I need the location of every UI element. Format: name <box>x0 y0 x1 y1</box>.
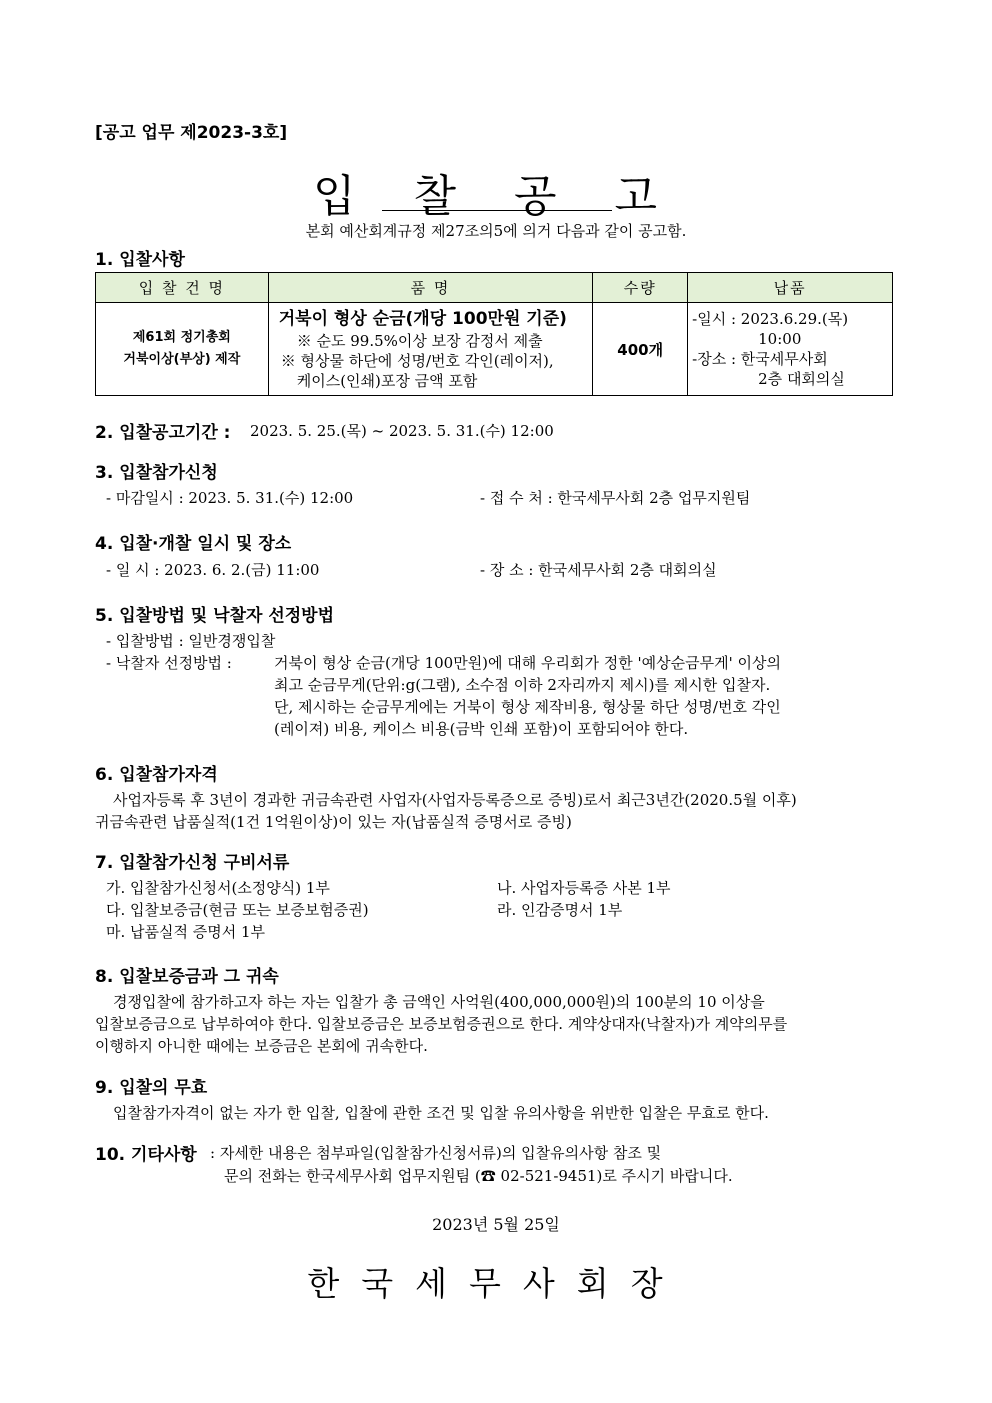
section-3-reception: - 접 수 처 : 한국세무사회 2층 업무지원팀 <box>480 489 751 507</box>
col-header-item: 품 명 <box>268 273 593 303</box>
section-5-line-3: 단, 제시하는 순금무게에는 거북이 형상 제작비용, 형상물 하단 성명/번호 각인 <box>274 698 781 716</box>
delivery-place: -장소 : 한국세무사회 <box>692 350 828 368</box>
section-2-heading: 2. 입찰공고기간 : <box>95 423 231 443</box>
col-header-qty: 수량 <box>593 273 688 303</box>
delivery-date: -일시 : 2023.6.29.(목) <box>692 310 849 328</box>
issue-date: 2023년 5월 25일 <box>432 1215 560 1234</box>
section-7-heading: 7. 입찰참가신청 구비서류 <box>95 853 290 873</box>
doc-item-ga: 가. 입찰참가신청서(소정양식) 1부 <box>106 879 330 897</box>
table-row <box>96 303 893 396</box>
section-5-heading: 5. 입찰방법 및 낙찰자 선정방법 <box>95 606 335 626</box>
section-3-deadline: - 마감일시 : 2023. 5. 31.(수) 12:00 <box>106 489 354 507</box>
cell-quantity: 400개 <box>593 303 688 396</box>
section-4-heading: 4. 입찰·개찰 일시 및 장소 <box>95 534 292 554</box>
section-8-heading: 8. 입찰보증금과 그 귀속 <box>95 967 279 987</box>
issuer-name: 한국세무사회장 <box>307 1264 685 1303</box>
title-underline <box>382 210 612 211</box>
section-8-line-1: 경쟁입찰에 참가하고자 하는 자는 입찰가 총 금액인 사억원(400,000,000원)의 100분의 10 이상을 <box>113 993 765 1011</box>
section-6-line-2: 귀금속관련 납품실적(1건 1억원이상)이 있는 자(납품실적 증명서로 증빙) <box>95 813 572 831</box>
col-header-name: 입 찰 건 명 <box>96 273 269 303</box>
doc-item-ma: 마. 납품실적 증명서 1부 <box>106 923 266 941</box>
section-5-line-1: 거북이 형상 순금(개당 100만원)에 대해 우리회가 정한 '예상순금무게' 이상의 <box>274 654 781 672</box>
section-9-line-1: 입찰참가자격이 없는 자가 한 입찰, 입찰에 관한 조건 및 입찰 유의사항을 위반한 입찰은 무효로 한다. <box>113 1104 769 1122</box>
cell-delivery <box>688 303 893 396</box>
section-1-heading: 1. 입찰사항 <box>95 250 185 270</box>
bid-name-line-1: 제61회 정기총회 <box>132 330 231 345</box>
col-header-delivery: 납품 <box>688 273 893 303</box>
table-header-row <box>96 273 893 303</box>
section-4-datetime: - 일 시 : 2023. 6. 2.(금) 11:00 <box>106 561 320 579</box>
section-6-line-1: 사업자등록 후 3년이 경과한 귀금속관련 사업자(사업자등록증으로 증빙)로서 최근3년간(2020.5월 이후) <box>113 791 797 809</box>
section-10-line-2: 문의 전화는 한국세무사회 업무지원팀 (☎ 02-521-9451)로 주시기 바랍니다. <box>224 1167 733 1185</box>
section-5-selection-label: - 낙찰자 선정방법 : <box>106 654 232 672</box>
cell-bid-name <box>96 303 269 396</box>
doc-item-ra: 라. 인감증명서 1부 <box>497 901 623 919</box>
item-title: 거북이 형상 순금(개당 100만원 기준) <box>278 309 567 329</box>
section-8-line-3: 이행하지 아니한 때에는 보증금은 본회에 귀속한다. <box>95 1037 428 1055</box>
section-8-line-2: 입찰보증금으로 납부하여야 한다. 입찰보증금은 보증보험증권으로 한다. 계약상대자(낙찰자)가 계약의무를 <box>95 1015 788 1033</box>
notice-number: [공고 업무 제2023-3호] <box>95 123 288 143</box>
bid-items-table <box>95 272 893 396</box>
delivery-room: 2층 대회의실 <box>758 370 845 388</box>
section-5-bid-method: - 입찰방법 : 일반경쟁입찰 <box>106 632 276 650</box>
item-note-1: ※ 순도 99.5%이상 보장 감정서 제출 <box>296 332 543 350</box>
section-3-heading: 3. 입찰참가신청 <box>95 463 218 483</box>
delivery-time: 10:00 <box>758 330 802 348</box>
item-note-3: 케이스(인쇄)포장 금액 포함 <box>296 372 478 390</box>
doc-item-da: 다. 입찰보증금(현금 또는 보증보험증권) <box>106 901 369 919</box>
bid-name-line-2: 거북이상(부상) 제작 <box>123 352 241 367</box>
section-9-heading: 9. 입찰의 무효 <box>95 1078 208 1098</box>
page-title: 입 찰 공 고 <box>313 171 679 222</box>
section-5-line-4: (레이져) 비용, 케이스 비용(금박 인쇄 포함)이 포함되어야 한다. <box>274 720 689 738</box>
section-10-line-1: : 자세한 내용은 첨부파일(입찰참가신청서류)의 입찰유의사항 참조 및 <box>210 1144 662 1162</box>
doc-item-na: 나. 사업자등록증 사본 1부 <box>497 879 671 897</box>
cell-item <box>268 303 593 396</box>
section-2-text: 2023. 5. 25.(목) ~ 2023. 5. 31.(수) 12:00 <box>250 422 554 440</box>
section-4-place: - 장 소 : 한국세무사회 2층 대회의실 <box>480 561 717 579</box>
intro-text: 본회 예산회계규정 제27조의5에 의거 다음과 같이 공고함. <box>305 222 687 240</box>
section-6-heading: 6. 입찰참가자격 <box>95 765 218 785</box>
section-5-line-2: 최고 순금무게(단위:g(그램), 소수점 이하 2자리까지 제시)를 제시한 입찰자. <box>274 676 771 694</box>
section-10-heading: 10. 기타사항 <box>95 1145 197 1165</box>
item-note-2: ※ 형상물 하단에 성명/번호 각인(레이저), <box>280 352 554 370</box>
